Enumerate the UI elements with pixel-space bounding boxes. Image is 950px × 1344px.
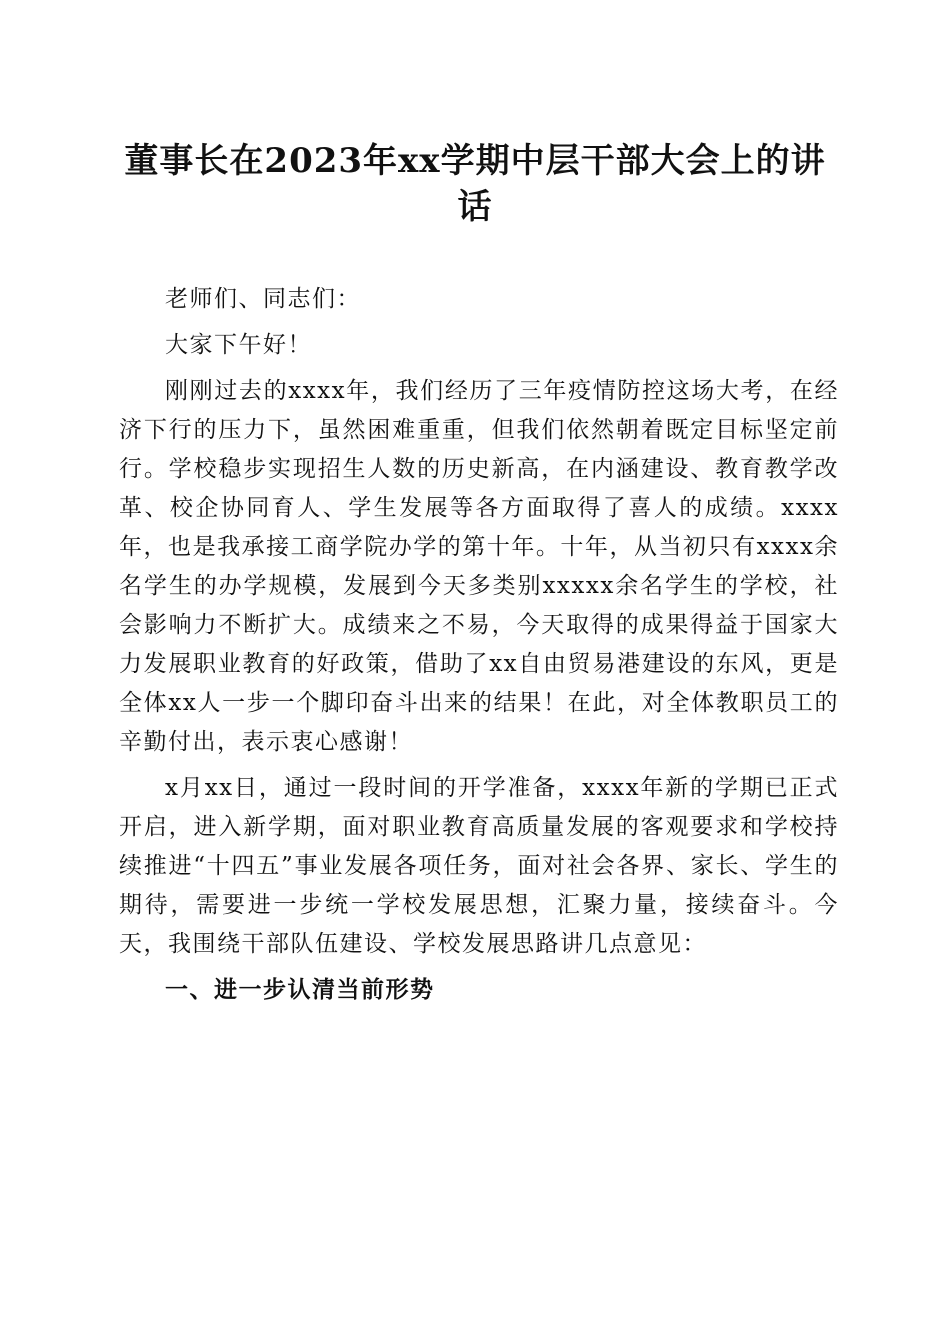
paragraph-2: x月xx日，通过一段时间的开学准备，xxxx年新的学期已正式开启，进入新学期，面对职业教育高质量发展的客观要求和学校持续推进“十四五”事业发展各项任务，面对社会各界、家长、学生的期待，需要进一步统一学校发展思想，汇聚力量，接续奋斗。今天，我围绕干部队伍建设、学校发展思路讲几点意见： (119, 775, 839, 957)
document-title: 董事长在2023年xx学期中层干部大会上的讲话 (124, 141, 826, 227)
paragraph-1: 刚刚过去的xxxx年，我们经历了三年疫情防控这场大考，在经济下行的压力下，虽然困难重重，但我们依然朝着既定目标坚定前行。学校稳步实现招生人数的历史新高，在内涵建设、教育教学改革、校企协同育人、学生发展等各方面取得了喜人的成绩。xxxx年，也是我承接工商学院办学的第十年。十年，从当初只有xxxx余名学生的办学规模，发展到今天多类别xxxxx余名学生的学校，社会影响力不断扩大。成绩来之不易，今天取得的成果得益于国家大力发展职业教育的好政策，借助了xx自由贸易港建设的东风，更是全体xx人一步一个脚印奋斗出来的结果！在此，对全体教职员工的辛勤付出，表示衷心感谢！ (119, 378, 839, 755)
document-body (119, 280, 839, 1017)
salutation: 老师们、同志们： (165, 286, 361, 312)
section-heading: 一、进一步认清当前形势 (165, 977, 435, 1003)
greeting: 大家下午好！ (165, 332, 312, 358)
